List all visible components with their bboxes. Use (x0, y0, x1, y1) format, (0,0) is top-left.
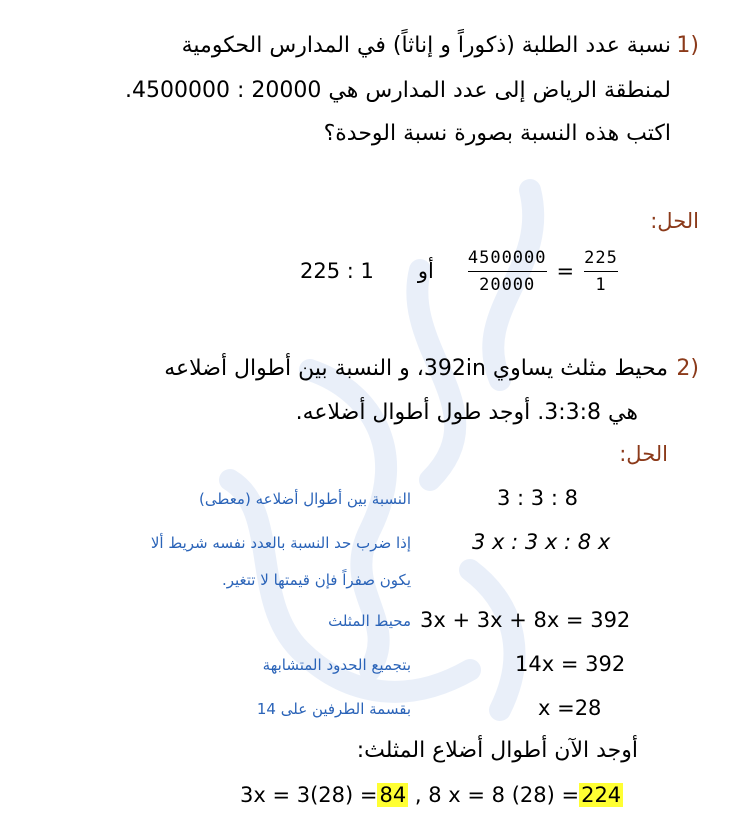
step-multiply-ratio: 3 x : 3 x : 8 x (472, 530, 611, 554)
fraction-unit-rate (584, 248, 618, 295)
q1-number: 1) (676, 33, 699, 58)
step-given-ratio: 3 : 3 : 8 (497, 486, 578, 510)
unit-ratio: 225 : 1 (300, 259, 374, 283)
step-multiply-note-cont: يكون صفراً فإن قيمتها لا تتغير. (221, 571, 411, 589)
q1-line3: اكتب هذه النسبة بصورة نسبة الوحدة؟ (323, 121, 671, 146)
fraction-numerator: 225 (584, 247, 618, 268)
answer-224-highlight: 224 (581, 783, 622, 807)
step-multiply-note: إذا ضرب حد النسبة بالعدد نفسه شريط ألا (150, 534, 411, 552)
side-equation-1: 3x = 3(28) = (240, 783, 378, 807)
step-combine-note: بتجميع الحدود المتشابهة (262, 656, 411, 674)
fraction-denominator: 20000 (479, 274, 536, 295)
q2-line1: محيط مثلث يساوي 392in، و النسبة بين أطوال أضلاعه (164, 356, 668, 381)
solution1-label: الحل: (650, 209, 699, 233)
q1-line1: نسبة عدد الطلبة (ذكوراً و إناثاً) في المدارس الحكومية (181, 33, 671, 58)
q2-line2: هي 3:3:8. أوجد طول أطوال أضلاعه. (295, 400, 638, 425)
q2-number: 2) (676, 356, 699, 381)
q1-line2: لمنطقة الرياض إلى عدد المدارس هي 20000 : 4500000. (125, 78, 671, 103)
solution1-expression (300, 245, 618, 297)
final-instruction: أوجد الآن أطوال أضلاع المثلث: (356, 738, 638, 763)
step-perimeter-eq: 3x + 3x + 8x = 392 (420, 608, 631, 632)
step-divide-note: بقسمة الطرفين على 14 (256, 700, 411, 718)
fraction-denominator: 1 (595, 274, 607, 295)
or-word: أو (417, 259, 434, 283)
step-divide-eq: x =28 (538, 696, 602, 720)
step-combine-eq: 14x = 392 (515, 652, 626, 676)
answer-84-highlight: 84 (379, 783, 407, 807)
solution2-label: الحل: (619, 442, 668, 466)
fraction-numerator: 4500000 (467, 247, 547, 268)
side-equation-2: , 8 x = 8 (28) = (408, 783, 580, 807)
final-answer (240, 783, 623, 807)
fraction-students-schools (468, 248, 547, 295)
equals-sign: = (556, 259, 575, 283)
step-given-note: النسبة بين أطوال أضلاعه (معطى) (199, 490, 411, 508)
step-perimeter-note: محيط المثلث (328, 612, 411, 630)
